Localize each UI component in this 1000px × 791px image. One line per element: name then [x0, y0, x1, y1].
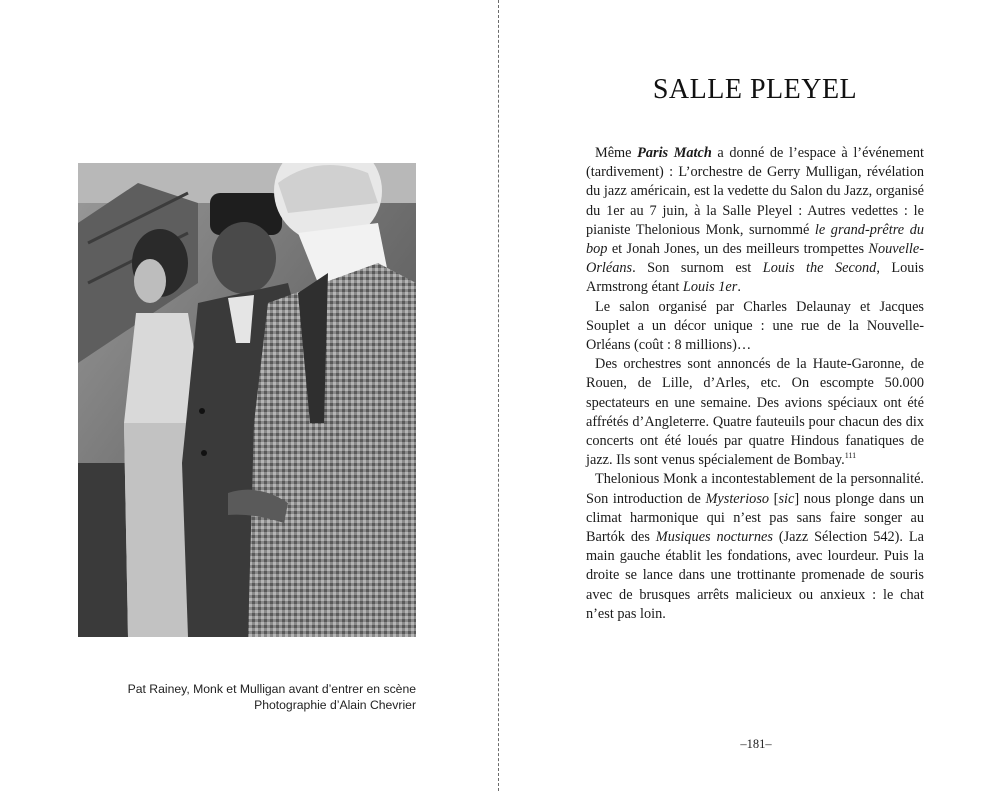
text-run: Thelonious Monk a incontestablement de la personnalité. Son introduction de — [586, 471, 924, 507]
page-number: –181– — [740, 737, 772, 751]
paragraph — [586, 470, 924, 624]
footnote-marker[interactable]: 111 — [844, 451, 857, 461]
text-run: . Son surnom est — [632, 260, 763, 277]
italic-phrase: sic — [778, 490, 795, 507]
italic-phrase: Musiques nocturnes — [655, 529, 773, 546]
text-run: , Louis Armstrong étant — [586, 260, 924, 296]
italic-phrase: Louis the Second — [762, 260, 877, 277]
text-run: et Jonah Jones, un des meilleurs trompettes — [607, 241, 869, 258]
chapter-title: SALLE PLEYEL — [652, 74, 858, 105]
photograph — [78, 163, 416, 637]
italic-phrase: le grand-prêtre du bop — [586, 221, 924, 258]
text-run: [ — [769, 490, 779, 507]
paragraph — [586, 355, 924, 470]
text-run: (Jazz Sélection 542). La main gauche établit les fondations, avec lourdeur. Puis la droite se lance dans une trottinante promenade de souris avec de brusques arrêts malicieux ou anxieux : le chat n’est pas loin. — [586, 529, 924, 622]
body-text — [586, 144, 924, 624]
text-run: . — [737, 279, 741, 296]
paragraph: Le salon organisé par Charles Delaunay et Jacques Souplet a un décor unique : une rue de la Nouvelle-Orléans (coût : 8 millions)… — [586, 298, 924, 354]
text-run: Des orchestres sont annoncés de la Haute-Garonne, de Rouen, de Lille, d’Arles, etc. On escompte 50.000 spectateurs en une semaine. Des avions spéciaux ont été affrétés d’Angleterre. Quatre fauteuils pour chacun des dix concerts ont été loués par quatre Hindous fanatiques de jazz. Ils sont venus spécialement de Bombay. — [586, 356, 924, 469]
caption-credit: Photographie d’Alain Chevrier — [254, 698, 416, 712]
italic-phrase: Nouvelle-Orléans — [586, 241, 924, 277]
publication-name: Paris Match — [637, 145, 712, 161]
book-spine-divider — [498, 0, 499, 791]
text-run: ] nous plonge dans un climat harmonique qui n’est pas sans faire songer au Bartók des — [586, 490, 924, 546]
italic-phrase: Mysterioso — [705, 490, 770, 507]
right-page — [500, 0, 1000, 791]
text-run: Même — [595, 145, 638, 161]
photo-caption — [76, 681, 416, 713]
text-run: a donné de l’espace à l’événement (tardivement) : L’orchestre de Gerry Mulligan, révélation du jazz américain, est la vedette du Salon du Jazz, organisé du 1er au 7 juin, à la Salle Pleyel : Autres vedettes : le pianiste Thelonious Monk, surnommé — [586, 145, 924, 238]
italic-phrase: Louis 1er — [682, 279, 738, 296]
left-page — [0, 0, 498, 791]
caption-line: Pat Rainey, Monk et Mulligan avant d’entrer en scène — [127, 682, 416, 696]
paragraph — [586, 144, 924, 298]
photograph-illustration — [78, 163, 416, 637]
